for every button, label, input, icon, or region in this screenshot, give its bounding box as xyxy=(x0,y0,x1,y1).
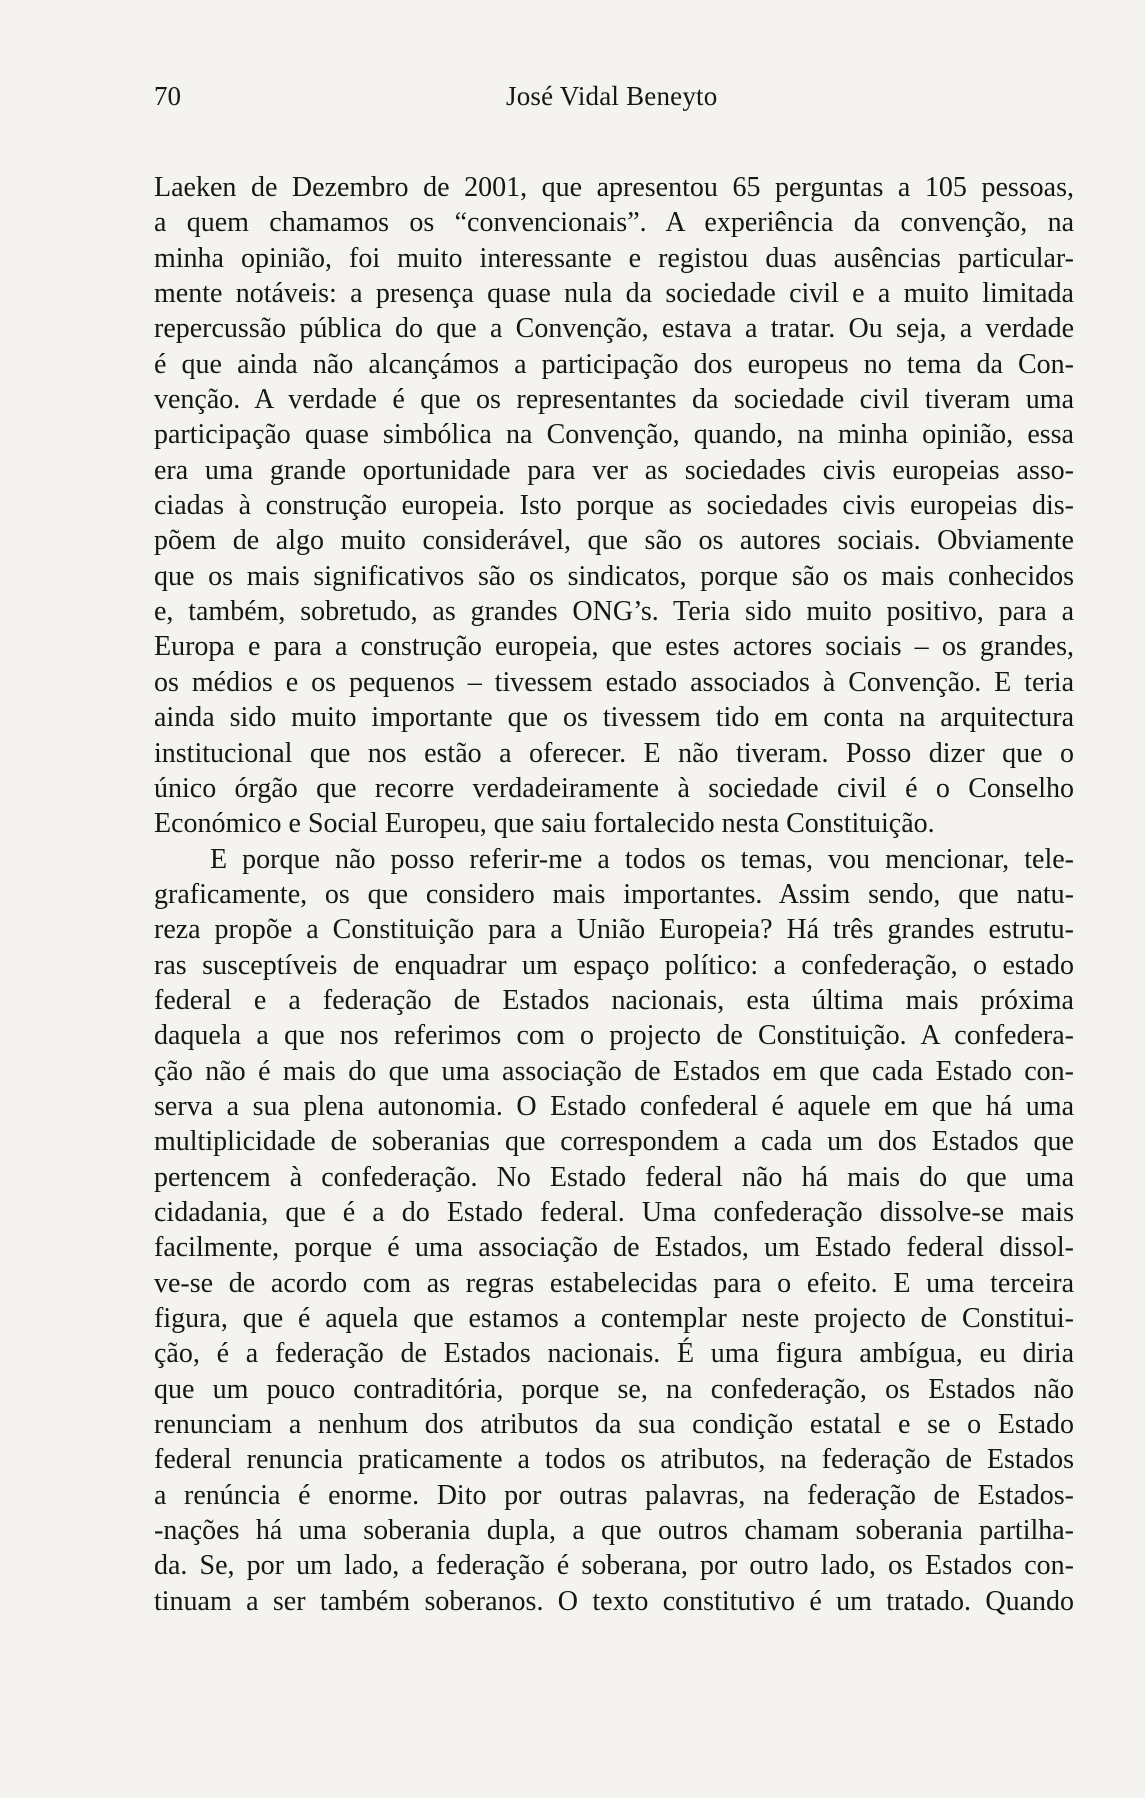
text-line: é que ainda não alcançámos a participação dos europeus no tema da Con- xyxy=(154,348,1074,380)
text-line: Laeken de Dezembro de 2001, que apresentou 65 perguntas a 105 pessoas, xyxy=(154,172,1074,203)
text-line: mente notáveis: a presença quase nula da sociedade civil e a muito limitada xyxy=(154,278,1074,310)
text-line: cidadania, que é a do Estado federal. Uma confederação dissolve-se mais xyxy=(154,1196,1074,1228)
text-line: que um pouco contraditória, porque se, na confederação, os Estados não xyxy=(154,1373,1074,1405)
text-line: da. Se, por um lado, a federação é soberana, por outro lado, os Estados con- xyxy=(154,1550,1074,1582)
text-line: federal renuncia praticamente a todos os atributos, na federação de Estados xyxy=(154,1444,1074,1476)
text-line: tinuam a ser também soberanos. O texto constitutivo é um tratado. Quando xyxy=(154,1585,1074,1617)
paragraph xyxy=(154,170,1074,842)
running-title: José Vidal Beneyto xyxy=(506,81,718,111)
text-line: E porque não posso referir-me a todos os temas, vou mencionar, tele- xyxy=(210,843,1074,875)
text-line: pertencem à confederação. No Estado federal não há mais do que uma xyxy=(154,1161,1074,1193)
paragraph xyxy=(154,842,1074,1620)
text-line: a renúncia é enorme. Dito por outras palavras, na federação de Estados- xyxy=(154,1479,1074,1511)
text-line: minha opinião, foi muito interessante e registou duas ausências particular- xyxy=(154,242,1074,274)
body-text xyxy=(154,170,1074,1619)
text-line: ciadas à construção europeia. Isto porque as sociedades civis europeias dis- xyxy=(154,490,1074,522)
text-line: que os mais significativos são os sindicatos, porque são os mais conhecidos xyxy=(154,560,1074,592)
text-line: multiplicidade de soberanias que correspondem a cada um dos Estados que xyxy=(154,1126,1074,1158)
text-line: Europa e para a construção europeia, que estes actores sociais – os grandes, xyxy=(154,631,1074,663)
text-line: põem de algo muito considerável, que são os autores sociais. Obviamente xyxy=(154,525,1074,557)
text-line: reza propõe a Constituição para a União Europeia? Há três grandes estrutu- xyxy=(154,914,1074,946)
text-line: ainda sido muito importante que os tivessem tido em conta na arquitectura xyxy=(154,702,1074,734)
text-line: Económico e Social Europeu, que saiu fortalecido nesta Constituição. xyxy=(154,808,935,840)
text-line: -nações há uma soberania dupla, a que outros chamam soberania partilha- xyxy=(154,1515,1074,1547)
text-line: serva a sua plena autonomia. O Estado confederal é aquele em que há uma xyxy=(154,1090,1074,1122)
text-line: participação quase simbólica na Convenção, quando, na minha opinião, essa xyxy=(154,419,1074,451)
text-line: ção, é a federação de Estados nacionais. É uma figura ambígua, eu diria xyxy=(154,1338,1074,1370)
text-line: ção não é mais do que uma associação de Estados em que cada Estado con- xyxy=(154,1055,1074,1087)
text-line: institucional que nos estão a oferecer. E não tiveram. Posso dizer que o xyxy=(154,737,1074,769)
text-line: renunciam a nenhum dos atributos da sua condição estatal e se o Estado xyxy=(154,1409,1074,1441)
text-line: venção. A verdade é que os representantes da sociedade civil tiveram uma xyxy=(154,384,1074,416)
text-line: a quem chamamos os “convencionais”. A experiência da convenção, na xyxy=(154,207,1074,239)
text-line: figura, que é aquela que estamos a contemplar neste projecto de Constitui- xyxy=(154,1303,1074,1334)
text-line: ve-se de acordo com as regras estabelecidas para o efeito. E uma terceira xyxy=(154,1267,1074,1299)
page-number: 70 xyxy=(154,81,181,111)
text-line: graficamente, os que considero mais importantes. Assim sendo, que natu- xyxy=(154,878,1074,910)
text-line: facilmente, porque é uma associação de Estados, um Estado federal dissol- xyxy=(154,1232,1074,1264)
text-line: único órgão que recorre verdadeiramente à sociedade civil é o Conselho xyxy=(154,772,1074,804)
text-line: daquela a que nos referimos com o projecto de Constituição. A confedera- xyxy=(154,1020,1074,1052)
text-line: os médios e os pequenos – tivessem estado associados à Convenção. E teria xyxy=(154,666,1074,698)
text-line: e, também, sobretudo, as grandes ONG’s. Teria sido muito positivo, para a xyxy=(154,596,1074,628)
text-line: repercussão pública do que a Convenção, estava a tratar. Ou seja, a verdade xyxy=(154,313,1074,345)
text-line: federal e a federação de Estados nacionais, esta última mais próxima xyxy=(154,984,1074,1016)
text-line: ras susceptíveis de enquadrar um espaço político: a confederação, o estado xyxy=(154,949,1074,981)
running-head xyxy=(154,76,1071,116)
text-line: era uma grande oportunidade para ver as sociedades civis europeias asso- xyxy=(154,454,1074,486)
